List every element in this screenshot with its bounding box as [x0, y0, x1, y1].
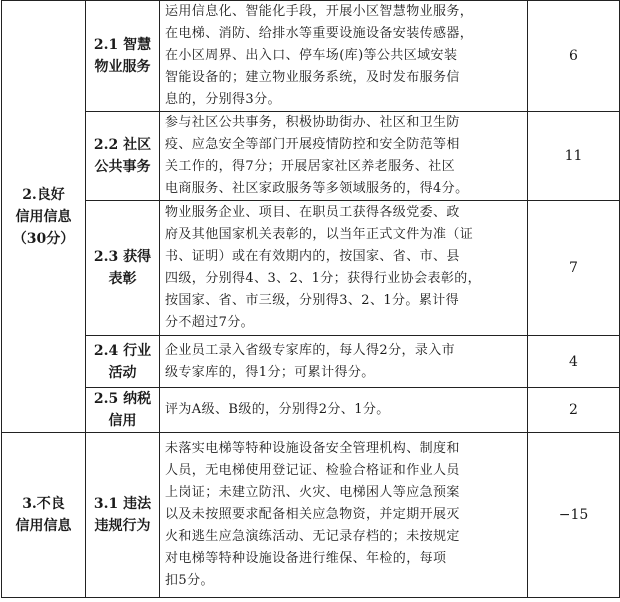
item-title: 2.3 获得: [93, 249, 152, 265]
description-line: 四级，分别得4、3、2、1分；获得行业协会表彰的，: [165, 271, 482, 286]
description-line: 以及未按照要求配备相关应急物资，并定期开展灭: [165, 507, 460, 522]
item-description-cell: [160, 388, 528, 433]
description-line: 扣5分。: [165, 573, 214, 588]
item-title: 活动: [108, 364, 137, 381]
description-line: 人员，无电梯使用登记证、检验合格证和作业人员: [165, 463, 460, 478]
description-line: 物业服务企业、项目、在职员工获得各级党委、政: [165, 205, 460, 220]
points-cell: 4: [528, 336, 620, 388]
item-description-cell: [160, 201, 528, 336]
description-line: 评为A级、B级的，分别得2分、1分。: [165, 402, 390, 417]
description-line: 息的，分别得3分。: [165, 92, 281, 107]
points-cell: 11: [528, 112, 620, 201]
description-line: 关工作的，得7分；开展居家社区养老服务、社区: [165, 159, 456, 174]
description-line: 府及其他国家机关表彰的，以当年正式文件为准（证: [165, 227, 474, 242]
description-line: 企业员工录入省级专家库的，每人得2分，录入市: [165, 342, 456, 358]
item-title: 2.2 社区: [93, 137, 152, 153]
table-row: [2, 433, 620, 598]
item-title-cell: [86, 112, 160, 201]
description-line: 智能设备的；建立物业服务系统，及时发布服务信: [165, 70, 460, 85]
item-title-cell: [86, 433, 160, 598]
item-title-cell: [86, 336, 160, 388]
description-line: 运用信息化、智能化手段，开展小区智慧物业服务，: [165, 4, 474, 19]
points-cell: 7: [528, 201, 620, 336]
item-title: 2.4 行业: [93, 342, 152, 359]
item-title-cell: [86, 201, 160, 336]
category-cell-bad-credit: [2, 433, 86, 598]
category-label: 3.不良: [22, 496, 65, 512]
description-line: 在电梯、消防、给排水等重要设施设备安装传感器，: [165, 26, 474, 41]
description-line: 按国家、省、市三级，分别得3、2、1分。累计得: [165, 293, 460, 308]
item-title: 公共事务: [94, 159, 151, 175]
description-line: 电商服务、社区家政服务等多领域服务的，得4分。: [165, 181, 469, 196]
description-line: 书、证明）或在有效期内的，按国家、省、市、县: [165, 249, 460, 264]
item-title: 2.5 纳税: [93, 391, 152, 407]
description-line: 上岗证；未建立防汛、火灾、电梯困人等应急预案: [165, 485, 460, 500]
category-label: （30分）: [12, 230, 75, 247]
points-cell: −15: [528, 433, 620, 598]
points-cell: 2: [528, 388, 620, 433]
item-title: 信用: [108, 413, 137, 429]
category-label: 信用信息: [15, 208, 72, 225]
table-row: [2, 112, 620, 201]
item-title-cell: [86, 388, 160, 433]
category-cell-good-credit: [2, 1, 86, 433]
item-title-cell: [86, 1, 160, 112]
credit-score-table: [1, 0, 620, 598]
table-row: [2, 336, 620, 388]
description-line: 对电梯等特种设施设备进行维保、年检的，每项: [165, 551, 447, 566]
points-cell: 6: [528, 1, 620, 112]
description-line: 火和逃生应急演练活动、无记录存档的；未按规定: [165, 529, 460, 544]
item-title: 3.1 违法: [93, 496, 152, 512]
table-row: [2, 1, 620, 112]
description-line: 分不超过7分。: [165, 315, 255, 330]
description-line: 级专家库的，得1分；可累计得分。: [165, 364, 375, 380]
item-description-cell: [160, 1, 528, 112]
category-label: 信用信息: [15, 518, 72, 534]
category-label: 2.良好: [22, 186, 65, 203]
item-title: 2.1 智慧: [93, 37, 152, 53]
table-row: [2, 201, 620, 336]
item-description-cell: [160, 112, 528, 201]
description-line: 参与社区公共事务，积极协助街办、社区和卫生防: [165, 115, 460, 130]
description-line: 疫、应急安全等部门开展疫情防控和安全防范等相: [165, 137, 460, 152]
item-title: 物业服务: [94, 59, 151, 75]
description-line: 未落实电梯等特种设施设备安全管理机构、制度和: [165, 441, 460, 456]
description-line: 在小区周界、出入口、停车场(库)等公共区域安装: [165, 48, 458, 63]
item-title: 表彰: [108, 271, 137, 287]
table-row: [2, 388, 620, 433]
item-description-cell: [160, 433, 528, 598]
item-title: 违规行为: [94, 518, 151, 534]
item-description-cell: [160, 336, 528, 388]
